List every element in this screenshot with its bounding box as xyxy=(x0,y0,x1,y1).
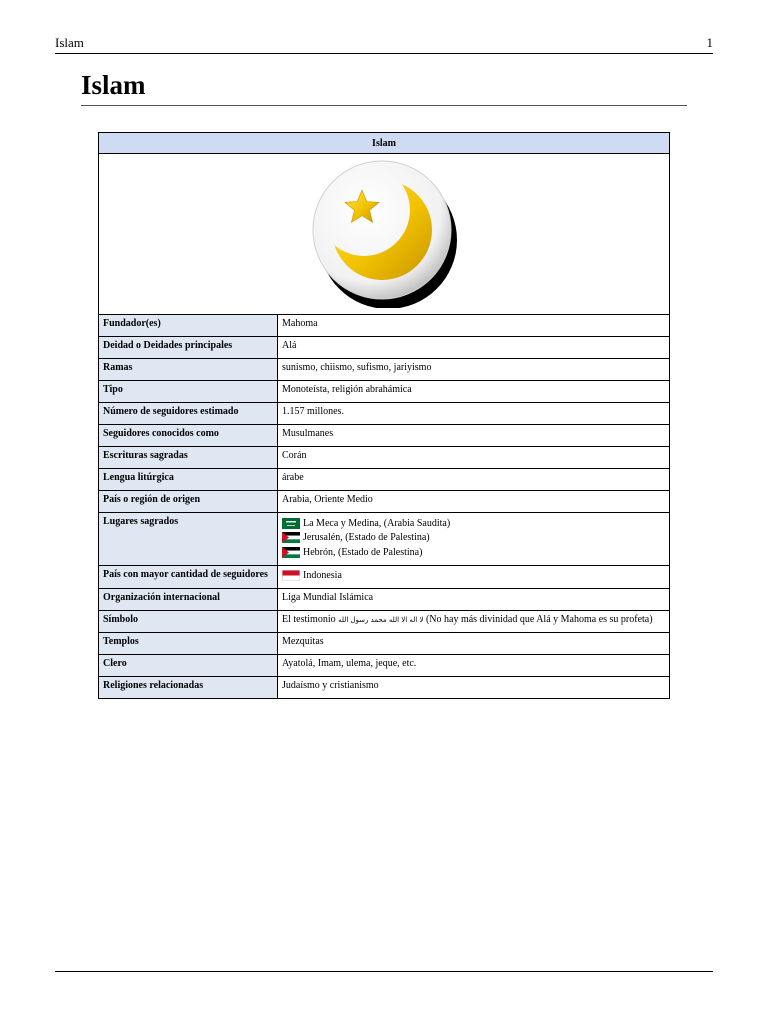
place-text: Jerusalén, (Estado de Palestina) xyxy=(303,532,430,544)
label-fundador: Fundador(es) xyxy=(99,315,278,337)
row-fundador xyxy=(99,315,670,337)
place-text: Hebrón, (Estado de Palestina) xyxy=(303,546,423,558)
label-ramas: Ramas xyxy=(99,359,278,381)
label-clero: Clero xyxy=(99,655,278,677)
value-simbolo xyxy=(278,611,670,633)
saudi-arabia-flag-icon xyxy=(282,518,300,529)
simbolo-arabic: لا اله الا الله محمد رسول الله xyxy=(338,616,424,624)
row-lugares xyxy=(99,513,670,566)
label-tipo: Tipo xyxy=(99,381,278,403)
value-tipo: Monoteísta, religión abrahámica xyxy=(278,381,670,403)
place-text: La Meca y Medina, (Arabia Saudita) xyxy=(303,517,451,529)
label-organizacion: Organización internacional xyxy=(99,589,278,611)
row-deidad xyxy=(99,337,670,359)
row-organizacion xyxy=(99,589,670,611)
label-mayor: País con mayor cantidad de seguidores xyxy=(99,565,278,589)
label-lugares: Lugares sagrados xyxy=(99,513,278,566)
page-title: Islam xyxy=(81,70,687,106)
palestine-flag-icon xyxy=(282,532,300,543)
infobox xyxy=(98,132,670,699)
indonesia-flag-icon xyxy=(282,570,300,581)
row-seguidores xyxy=(99,403,670,425)
row-simbolo xyxy=(99,611,670,633)
list-item xyxy=(282,516,665,531)
row-templos xyxy=(99,633,670,655)
value-conocidos: Musulmanes xyxy=(278,425,670,447)
value-mayor xyxy=(278,565,670,589)
running-header-title: Islam xyxy=(55,35,84,50)
row-tipo xyxy=(99,381,670,403)
value-clero: Ayatolá, Imam, ulema, jeque, etc. xyxy=(278,655,670,677)
label-origen: País o región de origen xyxy=(99,491,278,513)
crescent-star-icon xyxy=(304,158,464,308)
label-templos: Templos xyxy=(99,633,278,655)
value-fundador: Mahoma xyxy=(278,315,670,337)
infobox-image xyxy=(99,154,670,315)
footer-rule xyxy=(55,971,713,972)
label-deidad: Deidad o Deidades principales xyxy=(99,337,278,359)
value-origen: Arabia, Oriente Medio xyxy=(278,491,670,513)
row-clero xyxy=(99,655,670,677)
value-ramas: sunismo, chiismo, sufismo, jariyismo xyxy=(278,359,670,381)
value-deidad: Alá xyxy=(278,337,670,359)
value-lengua: árabe xyxy=(278,469,670,491)
row-mayor xyxy=(99,565,670,589)
row-origen xyxy=(99,491,670,513)
label-simbolo: Símbolo xyxy=(99,611,278,633)
infobox-title: Islam xyxy=(99,133,670,154)
running-header xyxy=(55,35,713,54)
row-conocidos xyxy=(99,425,670,447)
row-ramas xyxy=(99,359,670,381)
list-item xyxy=(282,545,665,560)
simbolo-prefix: El testimonio xyxy=(282,614,339,625)
value-organizacion: Liga Mundial Islámica xyxy=(278,589,670,611)
value-relacionadas: Judaísmo y cristianismo xyxy=(278,677,670,699)
row-lengua xyxy=(99,469,670,491)
value-escrituras: Corán xyxy=(278,447,670,469)
label-conocidos: Seguidores conocidos como xyxy=(99,425,278,447)
value-lugares xyxy=(278,513,670,566)
country-line xyxy=(282,569,665,584)
country-text: Indonesia xyxy=(303,570,342,582)
page-number: 1 xyxy=(706,35,713,50)
simbolo-suffix: (No hay más divinidad que Alá y Mahoma es su profeta) xyxy=(423,614,653,625)
row-relacionadas xyxy=(99,677,670,699)
label-lengua: Lengua litúrgica xyxy=(99,469,278,491)
label-seguidores: Número de seguidores estimado xyxy=(99,403,278,425)
value-seguidores: 1.157 millones. xyxy=(278,403,670,425)
label-relacionadas: Religiones relacionadas xyxy=(99,677,278,699)
label-escrituras: Escrituras sagradas xyxy=(99,447,278,469)
palestine-flag-icon xyxy=(282,547,300,558)
row-escrituras xyxy=(99,447,670,469)
value-templos: Mezquitas xyxy=(278,633,670,655)
list-item xyxy=(282,531,665,546)
